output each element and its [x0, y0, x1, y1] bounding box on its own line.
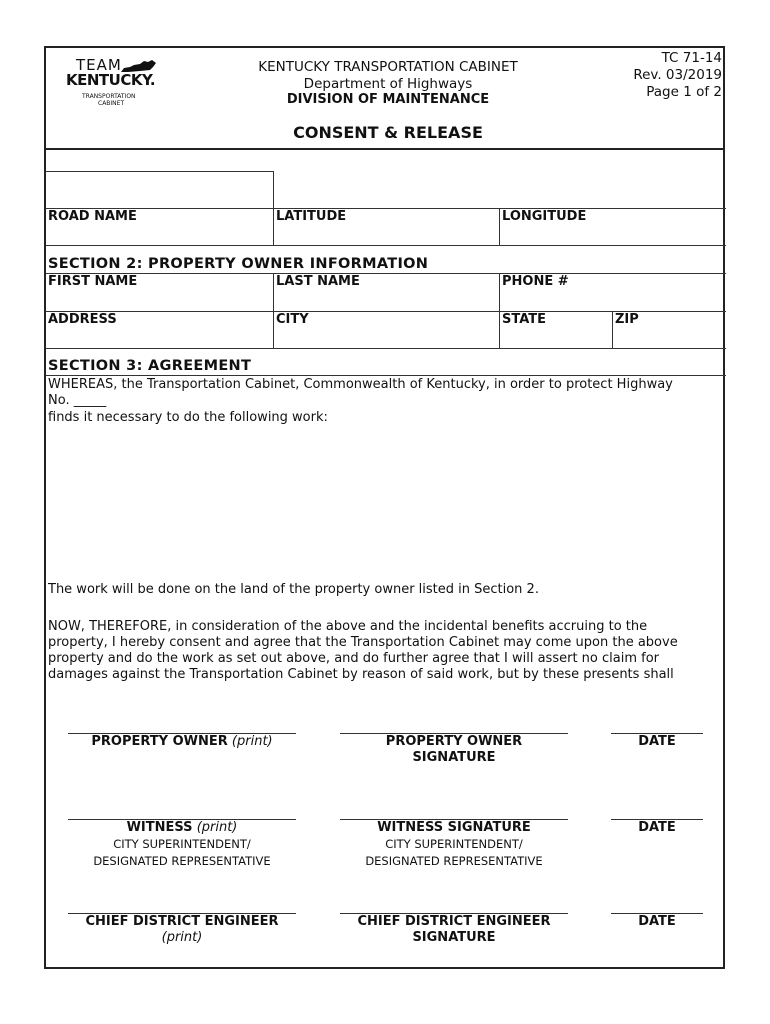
state-field[interactable]: STATE: [502, 312, 547, 327]
logo-team: TEAM: [76, 56, 122, 74]
work-location-text: The work will be done on the land of the property owner listed in Section 2.: [48, 582, 539, 597]
grid-line: [46, 171, 273, 172]
longitude-field[interactable]: LONGITUDE: [502, 209, 587, 224]
city-field[interactable]: CITY: [276, 312, 309, 327]
section-3-title: SECTION 3: AGREEMENT: [48, 358, 252, 374]
grid-line: [46, 245, 726, 246]
whereas-line-3: finds it necessary to do the following work:: [48, 410, 328, 425]
latitude-field[interactable]: LATITUDE: [276, 209, 347, 224]
now-therefore-line-2: property, I hereby consent and agree that the Transportation Cabinet may come upon the above: [48, 635, 678, 650]
logo-transportation: TRANSPORTATION: [82, 93, 136, 100]
now-therefore-line-4: damages against the Transportation Cabinet by reason of said work, but by these presents shall: [48, 667, 674, 682]
last-name-field[interactable]: LAST NAME: [276, 274, 360, 289]
now-therefore-line-1: NOW, THEREFORE, in consideration of the above and the incidental benefits accruing to the: [48, 619, 648, 634]
revision-date: Rev. 03/2019: [633, 67, 722, 83]
department-name: Department of Highways: [303, 76, 473, 92]
now-therefore-line-3: property and do the work as set out above, and do further agree that I will assert no claim for: [48, 651, 660, 666]
address-field[interactable]: ADDRESS: [48, 312, 117, 327]
form-number: TC 71-14: [661, 50, 722, 66]
grid-line: [499, 208, 500, 246]
division-name: DIVISION OF MAINTENANCE: [286, 92, 490, 107]
date-label: DATE: [638, 734, 676, 749]
grid-line: [46, 208, 726, 209]
witness-signature-label: WITNESS SIGNATURE CITY SUPERINTENDENT/ DESIGNATED REPRESENTATIVE: [365, 820, 543, 868]
phone-field[interactable]: PHONE #: [502, 274, 569, 289]
property-owner-signature-label: PROPERTY OWNER SIGNATURE: [385, 734, 523, 765]
whereas-line-1: WHEREAS, the Transportation Cabinet, Commonwealth of Kentucky, in order to protect Highway: [48, 377, 673, 392]
grid-line: [46, 273, 726, 274]
highway-number[interactable]: No. _____: [48, 393, 107, 408]
grid-line: [46, 348, 726, 349]
section-2-title: SECTION 2: PROPERTY OWNER INFORMATION: [48, 256, 429, 272]
team-kentucky-logo: [62, 56, 172, 118]
property-owner-print-label: PROPERTY OWNER (print): [91, 734, 273, 749]
logo-kentucky: KENTUCKY.: [66, 71, 156, 89]
agency-name: KENTUCKY TRANSPORTATION CABINET: [258, 59, 518, 75]
date-label: DATE: [638, 820, 676, 835]
chief-engineer-signature-label: CHIEF DISTRICT ENGINEER SIGNATURE: [357, 914, 551, 945]
grid-line: [612, 311, 613, 348]
date-label: DATE: [638, 914, 676, 929]
form-title: CONSENT & RELEASE: [293, 123, 483, 142]
witness-print-label: WITNESS (print) CITY SUPERINTENDENT/ DESIGNATED REPRESENTATIVE: [93, 820, 271, 868]
grid-line: [46, 375, 726, 376]
zip-field[interactable]: ZIP: [615, 312, 639, 327]
logo-cabinet: CABINET: [98, 100, 125, 107]
page-number: Page 1 of 2: [646, 84, 722, 100]
first-name-field[interactable]: FIRST NAME: [48, 274, 138, 289]
road-name-field[interactable]: ROAD NAME: [48, 209, 137, 224]
chief-engineer-print-label: CHIEF DISTRICT ENGINEER (print): [85, 914, 279, 945]
